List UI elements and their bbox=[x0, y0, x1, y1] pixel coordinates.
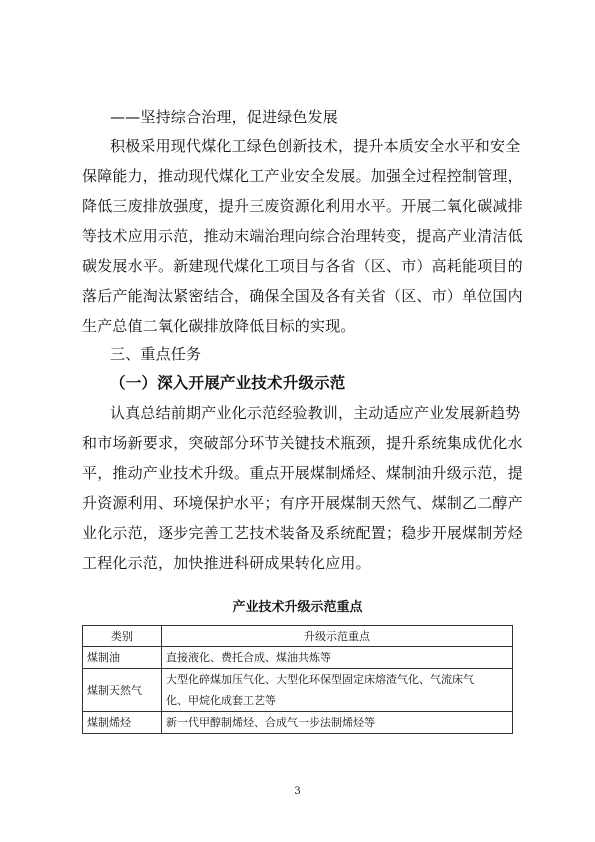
paragraph-line: 和市场新要求，突破部分环节关键技术瓶颈，提升系统集成优化水 bbox=[82, 434, 523, 452]
paragraph-line: 业化示范，逐步完善工艺技术装备及系统配置；稳步开展煤制芳烃 bbox=[82, 524, 523, 542]
focus-table bbox=[82, 625, 513, 734]
category-cell: 煤制油 bbox=[83, 647, 162, 669]
section-heading: ——坚持综合治理，促进绿色发展 bbox=[110, 108, 339, 126]
category-cell: 煤制烯烃 bbox=[83, 712, 162, 734]
table-row bbox=[83, 669, 513, 712]
paragraph-line: 平，推动产业技术升级。重点开展煤制烯烃、煤制油升级示范，提 bbox=[82, 464, 523, 482]
column-header-category: 类别 bbox=[83, 626, 162, 647]
paragraph-line: 落后产能淘汰紧密结合，确保全国及各有关省（区、市）单位国内 bbox=[82, 287, 523, 305]
paragraph-line: 保障能力，推动现代煤化工产业安全发展。加强全过程控制管理， bbox=[82, 167, 523, 185]
paragraph-line: 降低三废排放强度，提升三废资源化利用水平。开展二氧化碳减排 bbox=[82, 197, 523, 215]
paragraph-line: 工程化示范，加快推进科研成果转化应用。 bbox=[82, 554, 371, 572]
column-header-focus: 升级示范重点 bbox=[162, 626, 513, 647]
focus-cell: 新一代甲醇制烯烃、合成气一步法制烯烃等 bbox=[162, 712, 513, 734]
focus-cell-line: 大型化碎煤加压气化、大型化环保型固定床熔渣气化、气流床气 bbox=[166, 673, 474, 686]
category-cell: 煤制天然气 bbox=[83, 669, 162, 712]
paragraph-line: 认真总结前期产业化示范经验教训，主动适应产业发展新趋势 bbox=[110, 404, 521, 422]
page-number: 3 bbox=[294, 786, 301, 797]
paragraph-line: 等技术应用示范，推动末端治理向综合治理转变，提高产业清洁低 bbox=[82, 227, 523, 245]
paragraph-line: 升资源利用、环境保护水平；有序开展煤制天然气、煤制乙二醇产 bbox=[82, 494, 523, 512]
section-title: 三、重点任务 bbox=[110, 345, 202, 363]
paragraph-line: 碳发展水平。新建现代煤化工项目与各省（区、市）高耗能项目的 bbox=[82, 257, 523, 275]
table-row bbox=[83, 712, 513, 734]
focus-cell: 直接液化、费托合成、煤油共炼等 bbox=[162, 647, 513, 669]
paragraph-line: 生产总值二氧化碳排放降低目标的实现。 bbox=[82, 317, 356, 335]
table-row bbox=[83, 647, 513, 669]
table-header-row bbox=[83, 626, 513, 647]
focus-cell-line: 化、甲烷化成套工艺等 bbox=[166, 694, 276, 707]
focus-cell bbox=[162, 669, 513, 712]
paragraph-line: 积极采用现代煤化工绿色创新技术，提升本质安全水平和安全 bbox=[110, 137, 521, 155]
table-title: 产业技术升级示范重点 bbox=[232, 600, 363, 615]
subsection-title: （一）深入开展产业技术升级示范 bbox=[110, 374, 346, 392]
